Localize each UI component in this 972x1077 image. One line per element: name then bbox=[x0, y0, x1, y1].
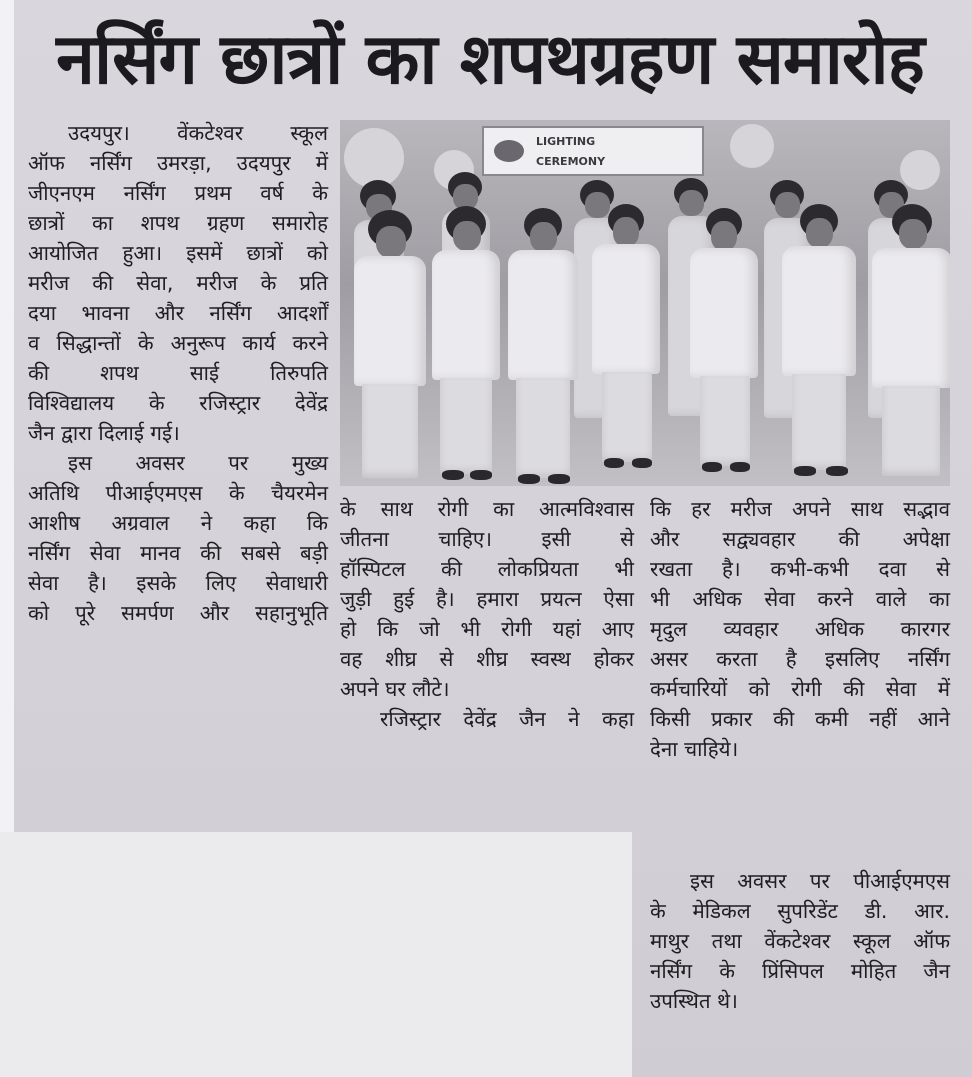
text-line: सेवा है। इसके लिए सेवाधारी bbox=[28, 571, 328, 595]
text-line: उदयपुर। वेंकटेश्वर स्कूल bbox=[68, 121, 328, 145]
text-line: जुड़ी हुई है। हमारा प्रयत्न ऐसा bbox=[340, 587, 634, 611]
text-line: नर्सिंग के प्रिंसिपल मोहित जैन bbox=[650, 959, 950, 983]
article-column-1 bbox=[28, 118, 328, 628]
text-line: हॉस्पिटल की लोकप्रियता भी bbox=[340, 557, 634, 581]
balloon bbox=[900, 150, 940, 190]
text-line: देना चाहिये। bbox=[650, 737, 739, 761]
blank-area bbox=[0, 832, 632, 1077]
text-line: वह शीघ्र से शीघ्र स्वस्थ होकर bbox=[340, 647, 634, 671]
text-line: ऑफ नर्सिंग उमरड़ा, उदयपुर में bbox=[28, 151, 328, 175]
text-line: नर्सिंग सेवा मानव की सबसे बड़ी bbox=[28, 541, 328, 565]
text-line: व सिद्धान्तों के अनुरूप कार्य करने bbox=[28, 331, 328, 355]
text-line: जैन द्वारा दिलाई गई। bbox=[28, 421, 180, 445]
text-line: हो कि जो भी रोगी यहां आए bbox=[340, 617, 634, 641]
text-line: के साथ रोगी का आत्मविश्वास bbox=[340, 497, 634, 521]
text-line: जीएनएम नर्सिंग प्रथम वर्ष के bbox=[28, 181, 328, 205]
text-line: रजिस्ट्रार देवेंद्र जैन ने कहा bbox=[380, 707, 634, 731]
article-column-4 bbox=[650, 866, 950, 1016]
text-line: अतिथि पीआईएमएस के चैयरमेन bbox=[28, 481, 328, 505]
text-line: किसी प्रकार की कमी नहीं आने bbox=[650, 707, 950, 731]
text-line: अपने घर लौटे। bbox=[340, 677, 450, 701]
text-line: दया भावना और नर्सिंग आदर्शों bbox=[28, 301, 328, 325]
article-column-3 bbox=[650, 494, 950, 764]
text-line: इस अवसर पर मुख्य bbox=[68, 451, 328, 475]
lamp-icon bbox=[494, 140, 524, 162]
text-line: की शपथ साई तिरुपति bbox=[28, 361, 328, 385]
text-line: जीतना चाहिए। इसी से bbox=[340, 527, 634, 551]
text-line: रखता है। कभी-कभी दवा से bbox=[650, 557, 950, 581]
balloon bbox=[730, 124, 774, 168]
text-line: छात्रों का शपथ ग्रहण समारोह bbox=[28, 211, 328, 235]
text-line: कर्मचारियों को रोगी की सेवा में bbox=[650, 677, 950, 701]
text-line: विश्विद्यालय के रजिस्ट्रार देवेंद्र bbox=[28, 391, 328, 415]
text-line: इस अवसर पर पीआईएमएस bbox=[690, 869, 950, 893]
text-line: माथुर तथा वेंकटेश्वर स्कूल ऑफ bbox=[650, 929, 950, 953]
text-line: भी अधिक सेवा करने वाले का bbox=[650, 587, 950, 611]
banner-text-line2: CEREMONY bbox=[536, 155, 606, 168]
text-line: असर करता है इसलिए नर्सिंग bbox=[650, 647, 950, 671]
text-line: कि हर मरीज अपने साथ सद्भाव bbox=[650, 497, 950, 521]
text-line: के मेडिकल सुपरिडेंट डी. आर. bbox=[650, 899, 950, 923]
balloon bbox=[344, 128, 404, 188]
text-line: मृदुल व्यवहार अधिक कारगर bbox=[650, 617, 950, 641]
text-line: आशीष अग्रवाल ने कहा कि bbox=[28, 511, 328, 535]
text-line: और सद्व्यवहार की अपेक्षा bbox=[650, 527, 950, 551]
banner-text-line1: LIGHTING bbox=[536, 135, 596, 148]
text-line: मरीज की सेवा, मरीज के प्रति bbox=[28, 271, 328, 295]
event-photo bbox=[340, 120, 950, 486]
ceremony-banner bbox=[482, 126, 704, 176]
text-line: आयोजित हुआ। इसमें छात्रों को bbox=[28, 241, 328, 265]
text-line: उपस्थित थे। bbox=[650, 989, 738, 1013]
text-line: को पूरे समर्पण और सहानुभूति bbox=[28, 601, 328, 625]
article-column-2 bbox=[340, 494, 634, 734]
headline: नर्सिंग छात्रों का शपथग्रहण समारोह bbox=[56, 18, 924, 100]
